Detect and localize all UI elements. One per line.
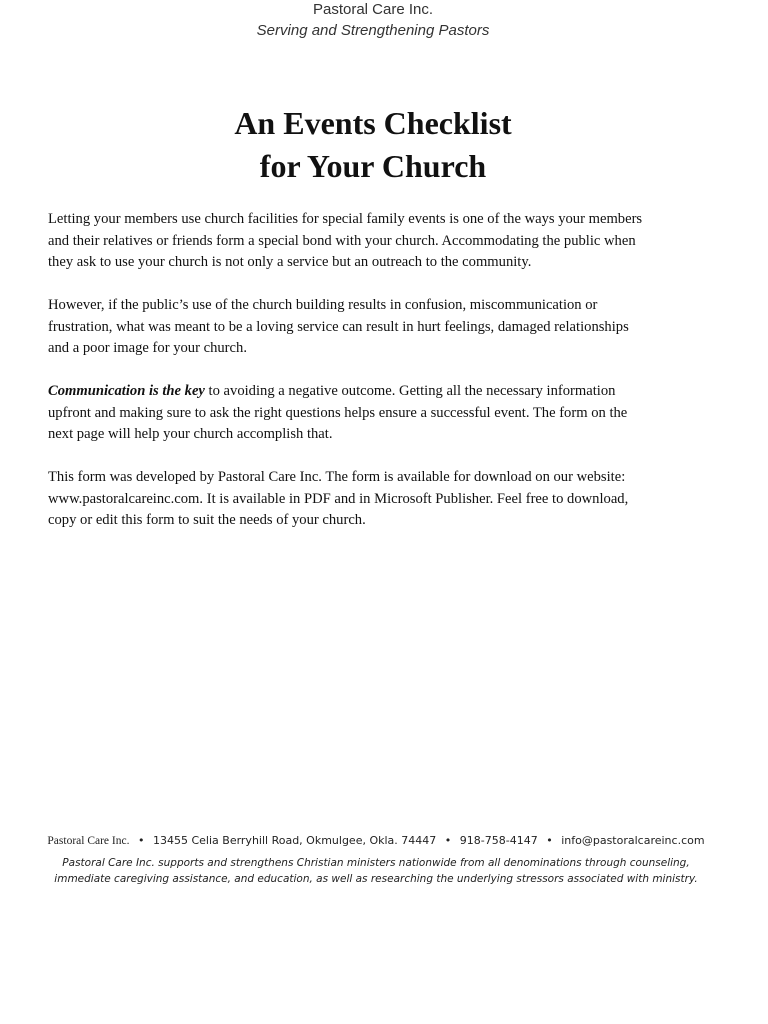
paragraph-line: However, if the public’s use of the church building results in confusion, miscommunication or <box>48 297 598 313</box>
key-phrase: Communication is the key <box>48 383 205 399</box>
bullet-separator: • <box>444 834 452 847</box>
paragraph-line: next page will help your church accomplish that. <box>48 426 333 442</box>
title-line-2: for Your Church <box>259 148 487 184</box>
paragraph-line: This form was developed by Pastoral Care Inc. The form is available for download on our website: <box>48 469 626 485</box>
footer-address: 13455 Celia Berryhill Road, Okmulgee, Okla. 74447 <box>152 834 437 847</box>
bullet-separator: • <box>137 834 145 847</box>
paragraph-line: copy or edit this form to suit the needs of your church. <box>48 512 366 528</box>
paragraph-however <box>48 295 708 360</box>
body-text <box>48 209 708 553</box>
paragraph-form-info <box>48 467 708 532</box>
header-org-name: Pastoral Care Inc. <box>312 1 434 18</box>
footer-mission <box>0 855 752 887</box>
paragraph-facilities <box>48 209 708 274</box>
paragraph-line: frustration, what was meant to be a loving service can result in hurt feelings, damaged relationships <box>48 318 629 335</box>
paragraph-communication <box>48 381 708 446</box>
paragraph-line-rest: to avoiding a negative outcome. Getting all the necessary information <box>204 383 616 399</box>
title-line-1: An Events Checklist <box>234 105 512 141</box>
mission-line-2: immediate caregiving assistance, and education, as well as researching the underlying stressors associated with ministry. <box>54 873 698 885</box>
paragraph-line <box>48 381 708 403</box>
header-tagline: Serving and Strengthening Pastors <box>256 22 490 39</box>
mission-line-1: Pastoral Care Inc. supports and strengthens Christian ministers nationwide from all denominations through counseling, <box>62 857 690 869</box>
page-title <box>0 102 746 188</box>
paragraph-line: and their relatives or friends form a special bond with your church. Accommodating the public when <box>48 232 636 249</box>
footer-phone: 918-758-4147 <box>459 834 538 847</box>
footer-email[interactable]: info@pastoralcareinc.com <box>561 834 705 847</box>
paragraph-line: they ask to use your church is not only a service but an outreach to the community. <box>48 254 532 270</box>
bullet-separator: • <box>546 834 553 847</box>
paragraph-line: www.pastoralcareinc.com. It is available in PDF and in Microsoft Publisher. Feel free to download, <box>48 490 629 507</box>
paragraph-line: upfront and making sure to ask the right questions helps ensure a successful event. The form on the <box>48 404 628 421</box>
paragraph-line: and a poor image for your church. <box>48 340 247 356</box>
footer-org: Pastoral Care Inc. <box>47 835 130 847</box>
paragraph-line: Letting your members use church facilities for special family events is one of the ways your members <box>48 211 643 227</box>
footer-contact <box>0 833 752 849</box>
